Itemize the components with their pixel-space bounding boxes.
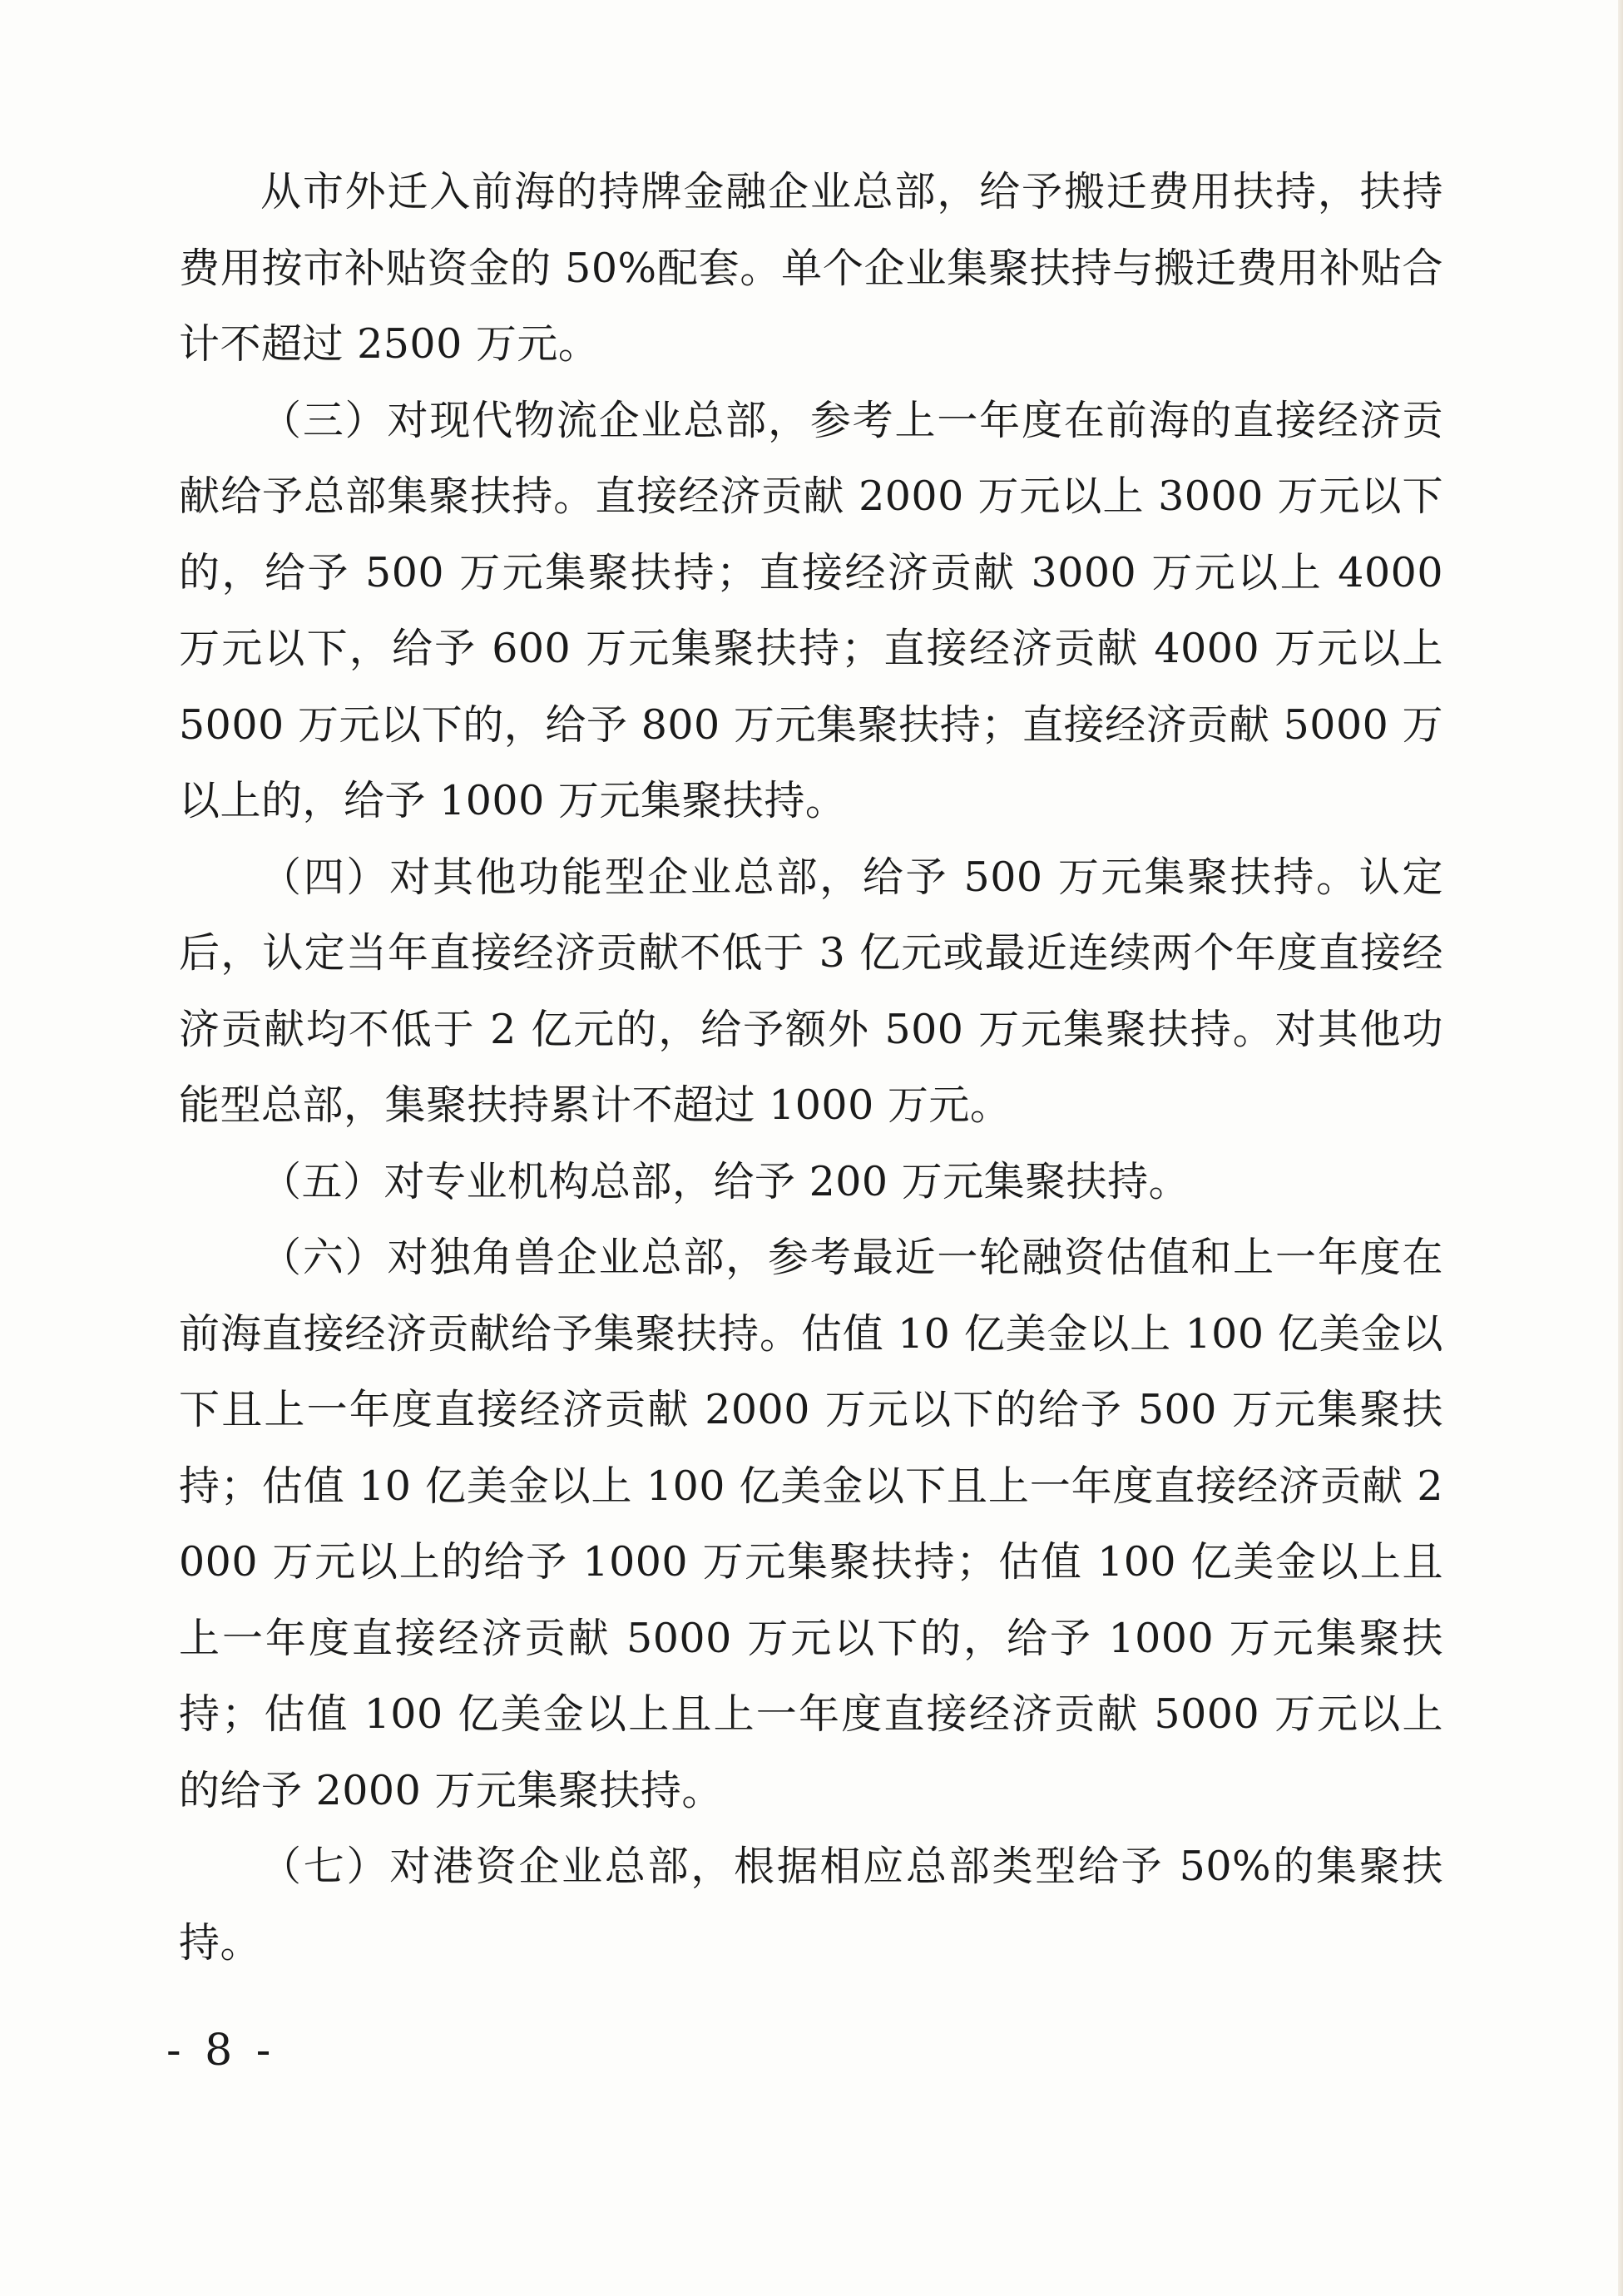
page-edge xyxy=(1618,0,1623,2296)
paragraph-hk-hq: （七）对港资企业总部，根据相应总部类型给予 50%的集聚扶持。 xyxy=(179,1843,1443,1967)
paragraph-unicorn-hq: （六）对独角兽企业总部，参考最近一轮融资估值和上一年度在前海直接经济贡献给予集聚扶持。估值 10 亿美金以上 100 亿美金以下且上一年度直接经济贡献 2000 万元以下的给予 500 万元集聚扶持；估值 10 亿美金以上 100 亿美金以下且上一年度直接经济贡献 2000 万元以上的给予 1000 万元集聚扶持；估值 100 亿美金以上且上一年度直接经济贡献 5000 万元以下的，给予 1000 万元集聚扶持；估值 100 亿美金以上且上一年度直接经济贡献 5000 万元以上的给予 2000 万元集聚扶持。 xyxy=(179,1234,1443,1814)
page-number: - 8 - xyxy=(166,2026,276,2076)
paragraph-professional-hq: （五）对专业机构总部，给予 200 万元集聚扶持。 xyxy=(260,1157,1190,1205)
document-body xyxy=(179,154,1443,1981)
paragraph-logistics-hq: （三）对现代物流企业总部，参考上一年度在前海的直接经济贡献给予总部集聚扶持。直接经济贡献 2000 万元以上 3000 万元以下的，给予 500 万元集聚扶持；直接经济贡献 3000 万元以上 4000 万元以下，给予 600 万元集聚扶持；直接经济贡献 4000 万元以上 5000 万元以下的，给予 800 万元集聚扶持；直接经济贡献 5000 万以上的，给予 1000 万元集聚扶持。 xyxy=(179,396,1443,824)
paragraph-relocation-subsidy: 从市外迁入前海的持牌金融企业总部，给予搬迁费用扶持，扶持费用按市补贴资金的 50%配套。单个企业集聚扶持与搬迁费用补贴合计不超过 2500 万元。 xyxy=(179,168,1443,368)
paragraph-functional-hq: （四）对其他功能型企业总部，给予 500 万元集聚扶持。认定后，认定当年直接经济贡献不低于 3 亿元或最近连续两个年度直接经济贡献均不低于 2 亿元的，给予额外 500 万元集聚扶持。对其他功能型总部，集聚扶持累计不超过 1000 万元。 xyxy=(179,853,1443,1129)
